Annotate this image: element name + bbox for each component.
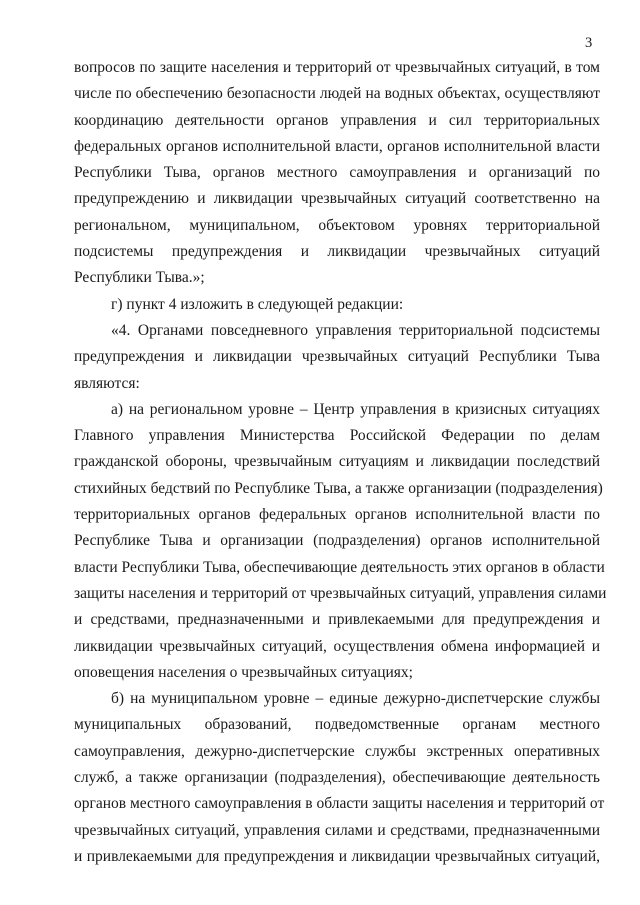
text-line: стихийных бедствий по Республике Тыва, а также организации (подразделения) [74,479,603,497]
text-line: региональном, муниципальном, объектовом уровнях территориальной [74,216,600,234]
text-line: подсистемы предупреждения и ликвидации чрезвычайных ситуаций [74,243,600,261]
text-line: предупреждению и ликвидации чрезвычайных ситуаций соответственно на [74,190,600,208]
text-line: являются: [74,374,140,392]
text-line: муниципальных образований, подведомственные органам местного [74,716,600,734]
text-line: и привлекаемыми для предупреждения и ликвидации чрезвычайных ситуаций, [74,847,600,865]
paragraph-item-g [74,292,600,318]
text-line: вопросов по защите населения и территорий от чрезвычайных ситуаций, в том [74,59,600,76]
text-line: Республики Тыва, органов местного самоуправления и организаций по [74,164,600,182]
text-line: власти Республики Тыва, обеспечивающие деятельность этих органов в области [74,558,605,576]
text-line: органов местного самоуправления в области защиты населения и территорий от [74,795,605,813]
text-line: оповещения населения о чрезвычайных ситуациях; [74,663,413,681]
text-line: территориальных органов федеральных органов исполнительной власти по [74,506,600,524]
text-line: координацию деятельности органов управления и сил территориальных [74,111,600,129]
paragraph-clause-4 [74,318,600,397]
paragraph-continued [74,55,600,292]
paragraph-item-b [74,686,605,870]
text-line: числе по обеспечению безопасности людей на водных объектах, осуществляют [74,85,600,103]
text-line: служб, а также организации (подразделения), обеспечивающие деятельность [74,769,600,787]
text-line: ликвидации чрезвычайных ситуаций, осуществления обмена информацией и [74,637,600,655]
text-line: защиты населения и территорий от чрезвычайных ситуаций, управления силами [74,584,607,602]
text-line: Главного управления Министерства Российской Федерации по делам [74,427,600,445]
document-body [74,55,607,870]
text-line: Республике Тыва и организации (подразделения) органов исполнительной [74,532,600,550]
text-line: чрезвычайных ситуаций, управления силами и средствами, предназначенными [74,821,600,839]
text-line: гражданской обороны, чрезвычайным ситуациям и ликвидации последствий [74,453,600,471]
page-number: 3 [585,35,593,51]
paragraph-item-a [74,397,607,686]
text-line: «4. Органами повседневного управления территориальной подсистемы [111,321,600,339]
text-line: самоуправления, дежурно-диспетчерские службы экстренных оперативных [74,742,600,760]
text-line: б) на муниципальном уровне – единые дежурно-диспетчерские службы [111,690,600,708]
text-line: предупреждения и ликвидации чрезвычайных ситуаций Республики Тыва [74,348,600,366]
text-line: и средствами, предназначенными и привлекаемыми для предупреждения и [74,611,600,629]
text-line: федеральных органов исполнительной власти, органов исполнительной власти [74,137,600,155]
text-line: Республики Тыва.»; [74,269,205,287]
text-line: г) пункт 4 изложить в следующей редакции: [111,295,404,313]
text-line: а) на региональном уровне – Центр управления в кризисных ситуациях [111,400,600,418]
